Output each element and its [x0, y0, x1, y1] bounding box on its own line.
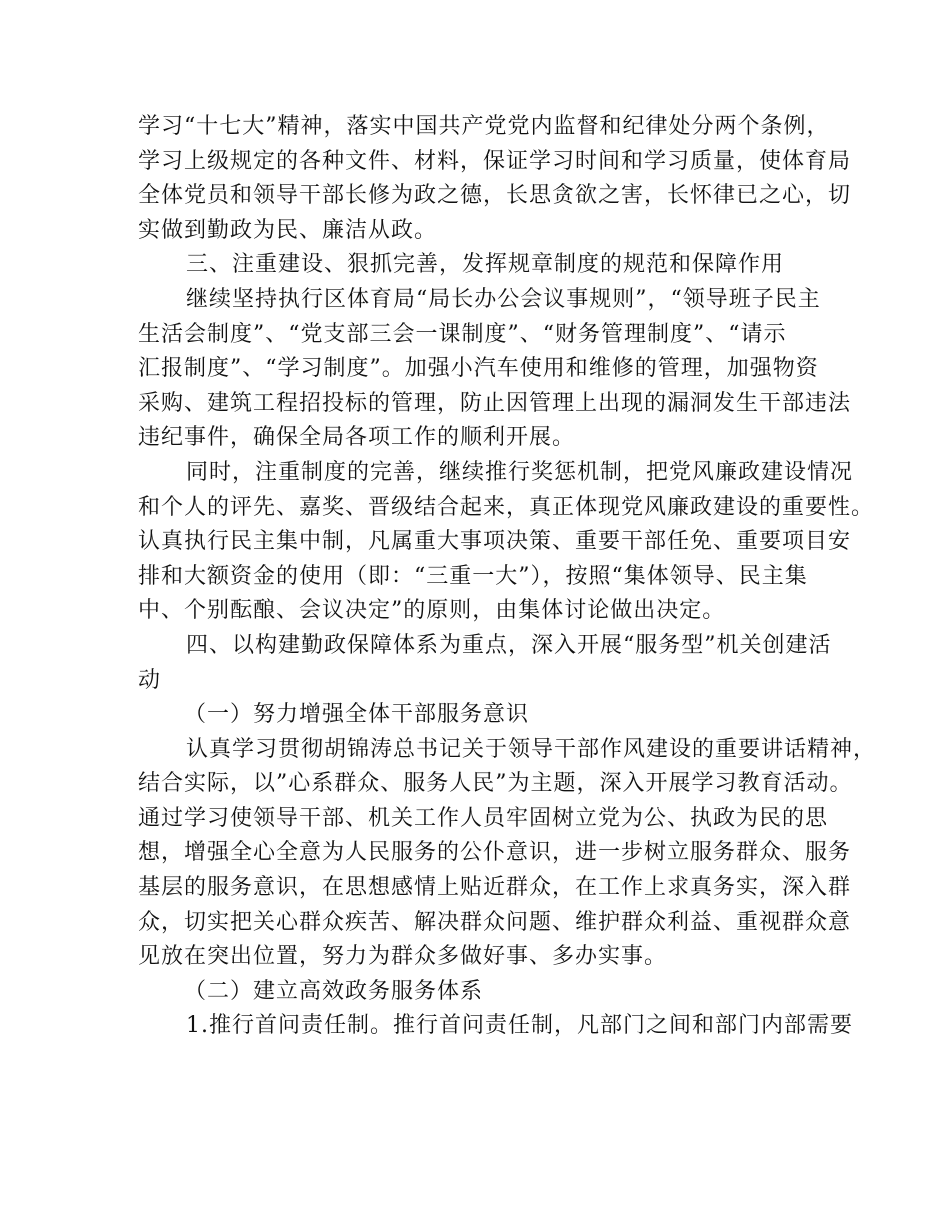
- paragraph-line: 全体党员和领导干部长修为政之德，长思贪欲之害，长怀律已之心，切: [138, 183, 852, 209]
- paragraph-line: 众，切实把关心群众疾苦、解决群众问题、维护群众利益、重视群众意: [138, 909, 852, 935]
- subsection-heading-1: （一）努力增强全体干部服务意识: [184, 702, 530, 728]
- paragraph-line: 想，增强全心全意为人民服务的公仆意识，进一步树立服务群众、服务: [138, 840, 852, 866]
- paragraph-line: 生活会制度”、“党支部三会一课制度”、“财务管理制度”、“请示: [138, 321, 787, 347]
- subsection-heading-2: （二）建立高效政务服务体系: [184, 978, 484, 1004]
- paragraph-line: 同时，注重制度的完善，继续推行奖惩机制，把党风廉政建设情况: [186, 459, 854, 485]
- paragraph-line: 学习上级规定的各种文件、材料，保证学习时间和学习质量，使体育局: [138, 148, 852, 174]
- paragraph-line: 结合实际，以”心系群众、服务人民”为主题，深入开展学习教育活动。: [138, 771, 853, 797]
- section-heading-3: 三、注重建设、狠抓完善，发挥规章制度的规范和保障作用: [186, 252, 785, 278]
- paragraph-line: 汇报制度”、“学习制度”。加强小汽车使用和维修的管理，加强物资: [138, 356, 819, 382]
- paragraph-line: 继续坚持执行区体育局“局长办公会议事规则”，“领导班子民主: [186, 286, 821, 312]
- paragraph-line: 中、个别酝酿、会议决定”的原则，由集体讨论做出决定。: [138, 598, 726, 624]
- document-body: [138, 110, 877, 1044]
- paragraph-line: 排和大额资金的使用（即：“三重一大”），按照“集体领导、民主集: [138, 563, 808, 589]
- paragraph-line: 基层的服务意识，在思想感情上贴近群众，在工作上求真务实，深入群: [138, 875, 852, 901]
- paragraph-line: 违纪事件，确保全局各项工作的顺利开展。: [138, 425, 576, 451]
- paragraph-line: 1.推行首问责任制。推行首问责任制，凡部门之间和部门内部需要: [186, 1013, 853, 1039]
- paragraph-line: 认真执行民主集中制，凡属重大事项决策、重要干部任免、重要项目安: [138, 529, 852, 555]
- paragraph-line: 实做到勤政为民、廉洁从政。: [138, 217, 438, 243]
- paragraph-line: 动: [138, 667, 162, 693]
- paragraph-line: 认真学习贯彻胡锦涛总书记关于领导干部作风建设的重要讲话精神，: [186, 736, 877, 762]
- section-heading-4: 四、以构建勤政保障体系为重点，深入开展“服务型”机关创建活: [186, 632, 832, 658]
- paragraph-line: 见放在突出位置，努力为群众多做好事、多办实事。: [138, 944, 668, 970]
- paragraph-line: 通过学习使领导干部、机关工作人员牢固树立党为公、执政为民的思: [138, 805, 829, 831]
- paragraph-line: 采购、建筑工程招投标的管理，防止因管理上出现的漏洞发生干部违法: [138, 390, 852, 416]
- paragraph-line: 和个人的评先、嘉奖、晋级结合起来，真正体现党风廉政建设的重要性。: [138, 494, 875, 520]
- paragraph-line: 学习“十七大”精神，落实中国共产党党内监督和纪律处分两个条例，: [138, 114, 830, 139]
